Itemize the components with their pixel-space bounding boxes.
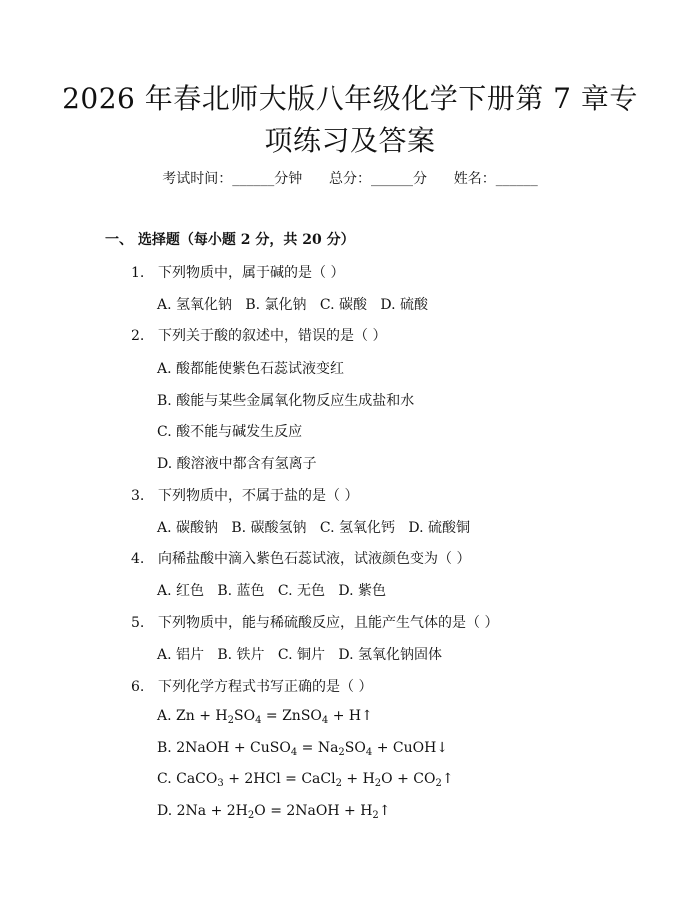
- total-score-field: 总分：______分: [329, 171, 427, 187]
- question-3: [131, 485, 358, 505]
- question-text: 向稀盐酸中滴入紫色石蕊试液，试液颜色变为（ ）: [158, 551, 471, 567]
- question-6-option-c: C. CaCO$_3$ + 2HCl = CaCl$_2$ + $H_2O$ + $CO_2↑$: [157, 771, 454, 789]
- question-text: 下列物质中，能与稀硫酸反应，且能产生气体的是（ ）: [158, 615, 499, 631]
- question-text: 下列物质中，属于碱的是（ ）: [158, 265, 345, 281]
- question-text: 下列关于酸的叙述中，错误的是（ ）: [158, 328, 387, 344]
- student-name-field: 姓名：______: [453, 171, 538, 187]
- question-number: 3.: [131, 488, 145, 504]
- question-text: 下列物质中，不属于盐的是（ ）: [158, 488, 359, 504]
- document-title: [60, 78, 640, 162]
- question-2-option-b: B. 酸能与某些金属氧化物反应生成盐和水: [157, 393, 415, 409]
- question-number: 4.: [131, 551, 145, 567]
- question-2-option-d: D. 酸溶液中都含有氢离子: [157, 456, 317, 472]
- document-title-line2: 项练习及答案: [264, 124, 436, 157]
- question-6-option-d: D. $2Na + 2H_2O$ = 2NaOH + $H_2↑$: [157, 803, 391, 821]
- question-2-option-a: A. 酸都能使紫色石蕊试液变红: [157, 361, 345, 377]
- document-title-line1: 2026 年春北师大版八年级化学下册第 7 章专: [62, 82, 638, 115]
- exam-info-line: [0, 168, 700, 188]
- question-3-options: A. 碳酸钠 B. 碳酸氢钠 C. 氢氧化钙 D. 硫酸铜: [157, 520, 470, 536]
- question-6-option-a: A. $Zn + H_2SO_4$ = ZnSO$_4$ + H↑: [157, 708, 373, 726]
- question-text: 下列化学方程式书写正确的是（ ）: [158, 679, 373, 695]
- question-1-options: A. 氢氧化钠 B. 氯化钠 C. 碳酸 D. 硫酸: [157, 297, 428, 313]
- question-number: 2.: [131, 328, 145, 344]
- question-number: 5.: [131, 615, 145, 631]
- question-5-options: A. 铝片 B. 铁片 C. 铜片 D. 氢氧化钠固体: [157, 647, 442, 663]
- question-4: [131, 548, 470, 568]
- question-2-option-c: C. 酸不能与碱发生反应: [157, 424, 303, 440]
- question-2: [131, 325, 386, 345]
- question-6-option-b: B. 2NaOH + CuSO$_4$ = $Na_2SO_4$ + CuOH↓: [157, 740, 449, 758]
- question-number: 6.: [131, 679, 145, 695]
- question-number: 1.: [131, 265, 145, 281]
- section-heading: 一、 选择题（每小题 2 分，共 20 分）: [105, 232, 355, 248]
- exam-time-field: 考试时间：______分钟: [162, 171, 303, 187]
- question-6: [131, 676, 372, 696]
- question-1: [131, 262, 344, 282]
- question-5: [131, 612, 498, 632]
- question-4-options: A. 红色 B. 蓝色 C. 无色 D. 紫色: [157, 583, 386, 599]
